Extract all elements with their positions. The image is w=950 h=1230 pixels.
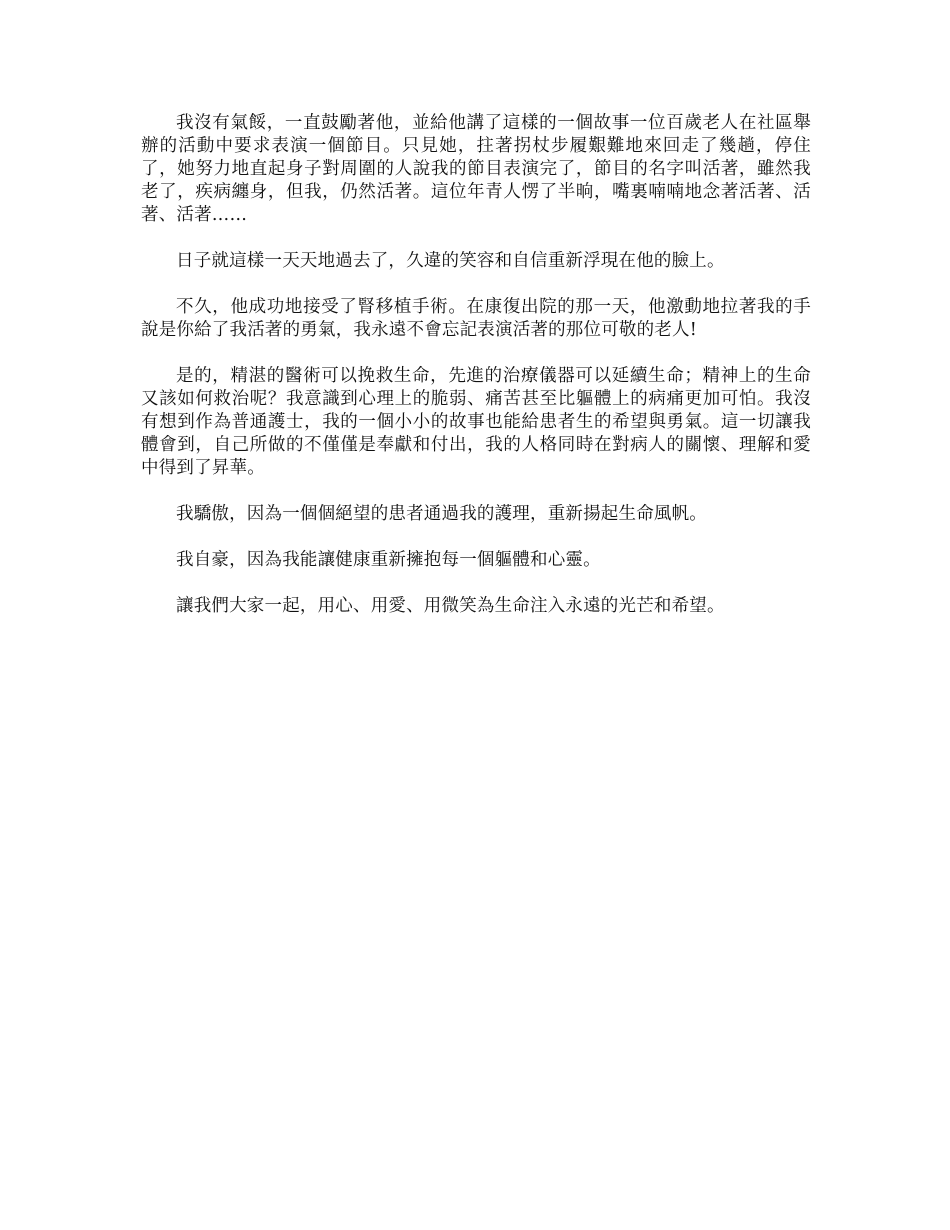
paragraph-6: 我自豪，因為我能讓健康重新擁抱每一個軀體和心靈。 <box>176 550 601 570</box>
paragraph-3: 不久，他成功地接受了腎移植手術。在康復出院的那一天，他激動地拉著我的手說是你給了我活著的勇氣，我永遠不會忘記表演活著的那位可敬的老人! <box>141 297 811 340</box>
paragraph-4: 是的，精湛的醫術可以挽救生命，先進的治療儀器可以延續生命；精神上的生命又該如何救治呢？我意識到心理上的脆弱、痛苦甚至比軀體上的病痛更加可怕。我沒有想到作為普通護士，我的一個小小的故事也能給患者生的希望與勇氣。這一切讓我體會到，自己所做的不僅僅是奉獻和付出，我的人格同時在對病人的關懷、理解和愛中得到了昇華。 <box>141 366 811 478</box>
paragraph-7: 讓我們大家一起，用心、用愛、用微笑為生命注入永遠的光芒和希望。 <box>176 596 725 616</box>
paragraph-2: 日子就這樣一天天地過去了，久違的笑容和自信重新浮現在他的臉上。 <box>176 251 725 271</box>
paragraph-1: 我沒有氣餒，一直鼓勵著他，並給他講了這樣的一個故事一位百歲老人在社區舉辦的活動中要求表演一個節目。只見她，拄著拐杖步履艱難地來回走了幾趟，停住了，她努力地直起身子對周圍的人說我的節目表演完了，節目的名字叫活著，雖然我老了，疾病纏身，但我，仍然活著。這位年青人愣了半晌，嘴裏喃喃地念著活著、活著、活著…… <box>141 113 811 225</box>
paragraph-5: 我驕傲，因為一個個絕望的患者通過我的護理，重新揚起生命風帆。 <box>176 504 707 524</box>
document-body <box>141 112 811 641</box>
